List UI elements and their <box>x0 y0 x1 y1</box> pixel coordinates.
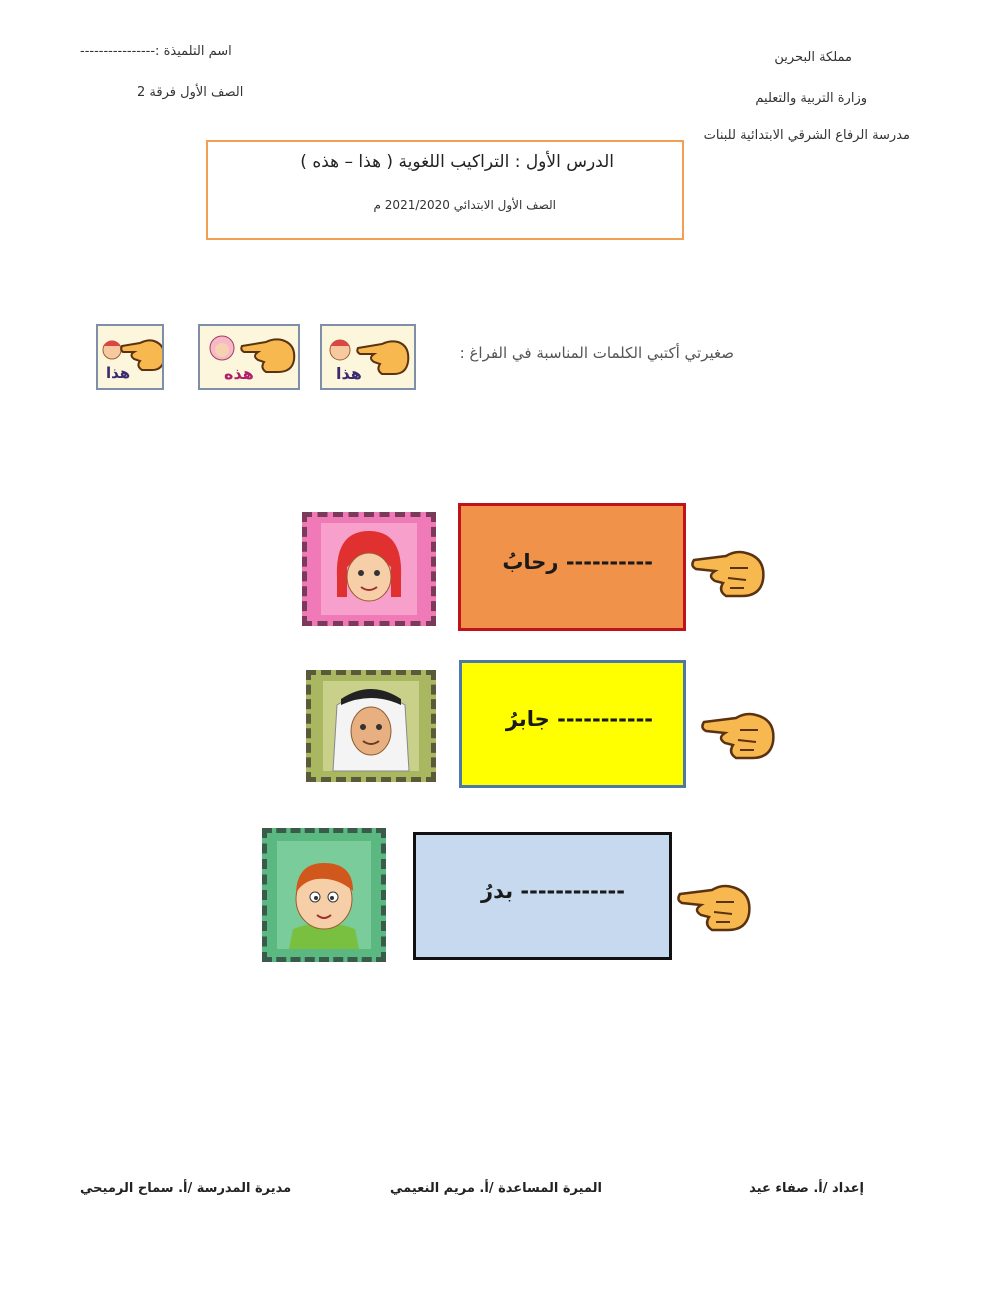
pointing-hand-icon <box>356 330 412 378</box>
assistant-principal: الميرة المساعدة /أ. مريم النعيمي <box>390 1181 602 1196</box>
grade-year: الصف الأول الابتدائي 2021/2020 م <box>373 198 556 212</box>
student-name-field[interactable]: اسم التلميذة :---------------- <box>80 44 232 59</box>
school-name: مدرسة الرفاع الشرقي الابتدائية للبنات <box>703 128 910 143</box>
word-bank-word: هذا <box>106 364 131 382</box>
ministry-name: وزارة التربية والتعليم <box>755 91 867 106</box>
man-portrait <box>306 670 436 782</box>
word-bank-word: هذه <box>224 364 254 383</box>
country-name: مملكة البحرين <box>774 50 852 65</box>
man-face-icon <box>311 675 431 777</box>
school-principal: مديرة المدرسة /أ. سماح الرميحي <box>80 1181 292 1196</box>
answer-line[interactable]: ------------ بدرُ <box>480 879 625 903</box>
girl-portrait <box>302 512 436 626</box>
answer-line[interactable]: ---------- رحابُ <box>502 550 653 574</box>
word-bank-word: هذا <box>336 364 362 383</box>
lesson-title-box <box>206 140 684 240</box>
answer-card[interactable] <box>458 503 686 631</box>
boy-face-icon <box>267 833 381 957</box>
word-bank-card <box>96 324 164 390</box>
instruction-text: صغيرتي أكتبي الكلمات المناسبة في الفراغ : <box>459 344 734 362</box>
pointing-hand-icon <box>676 872 756 934</box>
word-bank-card <box>198 324 300 390</box>
answer-card[interactable] <box>459 660 686 788</box>
pointing-hand-icon <box>690 538 770 600</box>
lesson-title: الدرس الأول : التراكيب اللغوية ( هذا – هذه ) <box>300 152 614 172</box>
prepared-by: إعداد /أ. صفاء عيد <box>749 1181 864 1196</box>
grade-section: الصف الأول فرقة 2 <box>137 85 244 100</box>
word-bank-card <box>320 324 416 390</box>
answer-card[interactable] <box>413 832 672 960</box>
answer-line[interactable]: ----------- جابرُ <box>505 707 653 731</box>
pointing-hand-icon <box>700 700 780 762</box>
girl-face-icon <box>307 517 431 621</box>
boy-portrait <box>262 828 386 962</box>
